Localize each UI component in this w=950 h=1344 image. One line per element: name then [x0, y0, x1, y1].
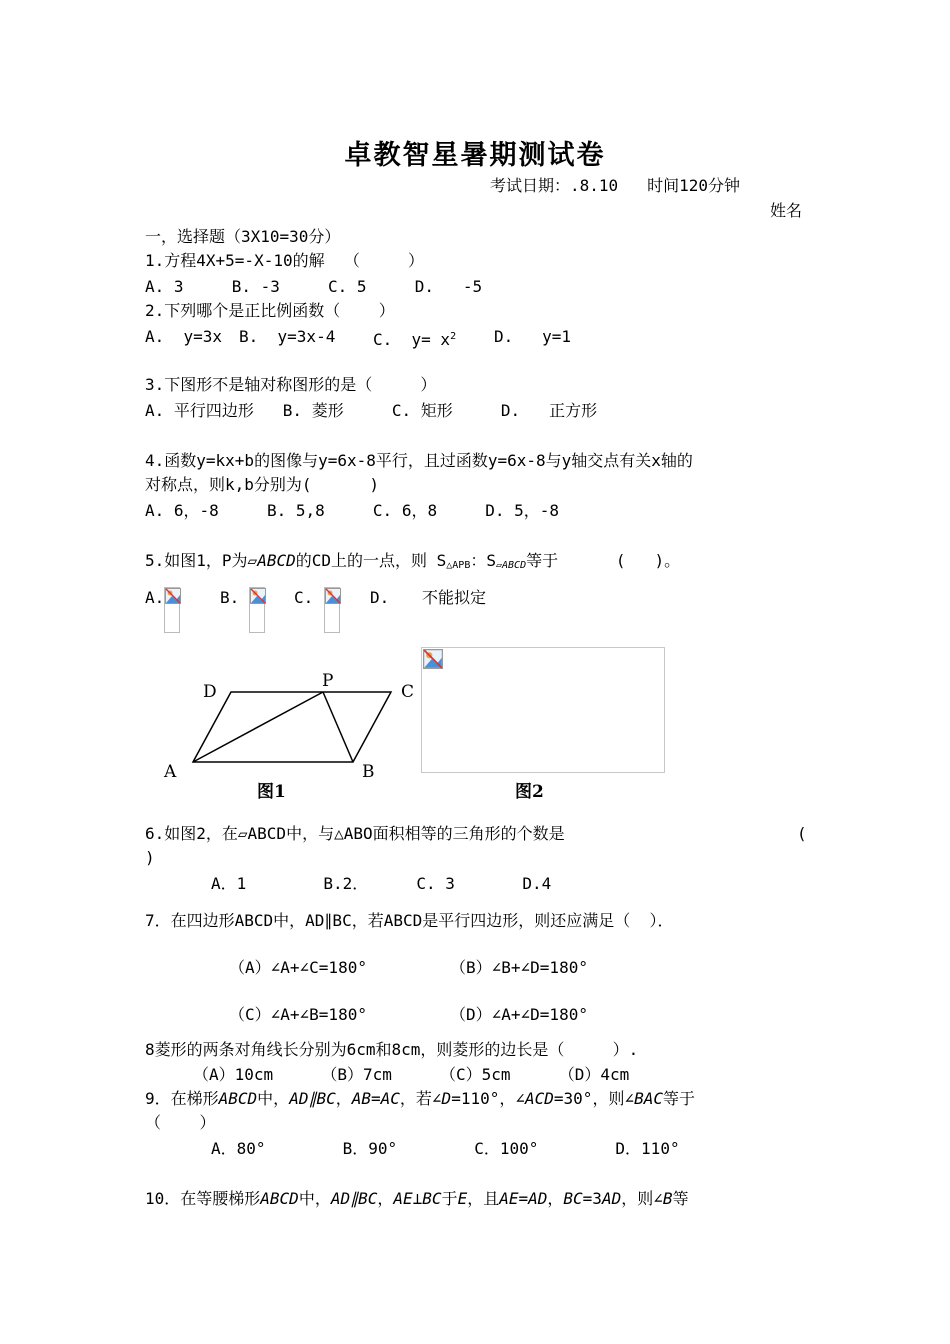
q6-options: A．1 B.2． C. 3 D.4	[211, 874, 552, 893]
q5-option-d: D.	[370, 588, 390, 607]
q7-option-c: （C）∠A+∠B=180°	[229, 1005, 367, 1024]
q9-line2: （ ）	[145, 1113, 216, 1132]
q3-options: A. 平行四边形 B. 菱形 C. 矩形 D. 正方形	[145, 401, 598, 420]
name-label: 姓名	[770, 201, 803, 220]
q2-option-b: B. y=3x-4	[239, 327, 336, 346]
q6-text: 6.如图2，在▱ABCD中，与△ABO面积相等的三角形的个数是	[145, 824, 565, 843]
q1-options: A. 3 B. -3 C. 5 D. -5	[145, 277, 483, 296]
q5-option-d-text: 不能拟定	[422, 588, 487, 607]
exam-info: 考试日期：.8.10 时间120分钟	[490, 176, 740, 195]
section-heading: 一，选择题（3X10=30分）	[145, 227, 341, 246]
q7-option-a: （A）∠A+∠C=180°	[229, 958, 367, 977]
figure2-frame	[421, 647, 665, 773]
figure1-label-c: C	[401, 682, 415, 702]
q6-paren-close: )	[145, 848, 155, 867]
q9-text: 9．在梯形ABCD中，AD∥BC，AB=AC，若∠D=110°，∠ACD=30°，则∠BAC等于	[145, 1089, 695, 1108]
q4-options: A. 6，-8 B. 5,8 C. 6，8 D. 5，-8	[145, 501, 560, 520]
segment-pb	[323, 692, 353, 762]
q2-text: 2.下列哪个是正比例函数（ ）	[145, 301, 395, 320]
q3-text: 3.下图形不是轴对称图形的是（ ）	[145, 375, 437, 394]
q7-text: 7．在四边形ABCD中，AD∥BC，若ABCD是平行四边形，则还应满足（ ）．	[145, 911, 674, 930]
q8-text: 8菱形的两条对角线长分别为6cm和8cm，则菱形的边长是（ ）.	[145, 1040, 639, 1059]
q2-option-d: D. y=1	[494, 327, 572, 346]
q7-option-b: （B）∠B+∠D=180°	[450, 958, 588, 977]
figure2-caption: 图2	[515, 782, 544, 802]
q5-option-c: C.	[294, 588, 314, 607]
figure1-label-b: B	[362, 762, 375, 782]
figure1-label-p: P	[322, 671, 334, 691]
q5-option-a: A.	[145, 588, 165, 607]
q10-text: 10．在等腰梯形ABCD中，AD∥BC，AE⊥BC于E，且AE=AD，BC=3AD，则∠B等	[145, 1189, 689, 1208]
q8-options: （A）10cm （B）7cm （C）5cm （D）4cm	[193, 1065, 630, 1084]
figure1-caption: 图1	[257, 782, 286, 802]
q6-paren-open: (	[797, 824, 807, 843]
q1-text: 1.方程4X+5=-X-10的解 （ ）	[145, 251, 425, 270]
q7-option-d: （D）∠A+∠D=180°	[450, 1005, 588, 1024]
q9-options: A．80° B．90° C．100° D．110°	[211, 1139, 680, 1158]
q5-option-b: B.	[220, 588, 240, 607]
q4-line2: 对称点，则k,b分别为( )	[145, 475, 379, 494]
q5-text: 5.如图1，P为▱ABCD的CD上的一点，则 $S_{\triangle APB}$：$S_{▱ABCD}$等于 ( )。	[145, 551, 681, 571]
q4-line1: 4.函数y=kx+b的图像与y=6x-8平行，且过函数y=6x-8与y轴交点有关x轴的	[145, 451, 693, 470]
broken-image-icon	[423, 649, 443, 669]
parallelogram-abcd	[193, 692, 391, 762]
figure1-label-a: A	[164, 762, 177, 782]
figure1-label-d: D	[203, 682, 217, 702]
q2-option-c: C. $y= x^2$	[373, 330, 457, 349]
page-title: 卓教智星暑期测试卷	[344, 140, 606, 171]
q2-option-a: A. y=3x	[145, 327, 223, 346]
